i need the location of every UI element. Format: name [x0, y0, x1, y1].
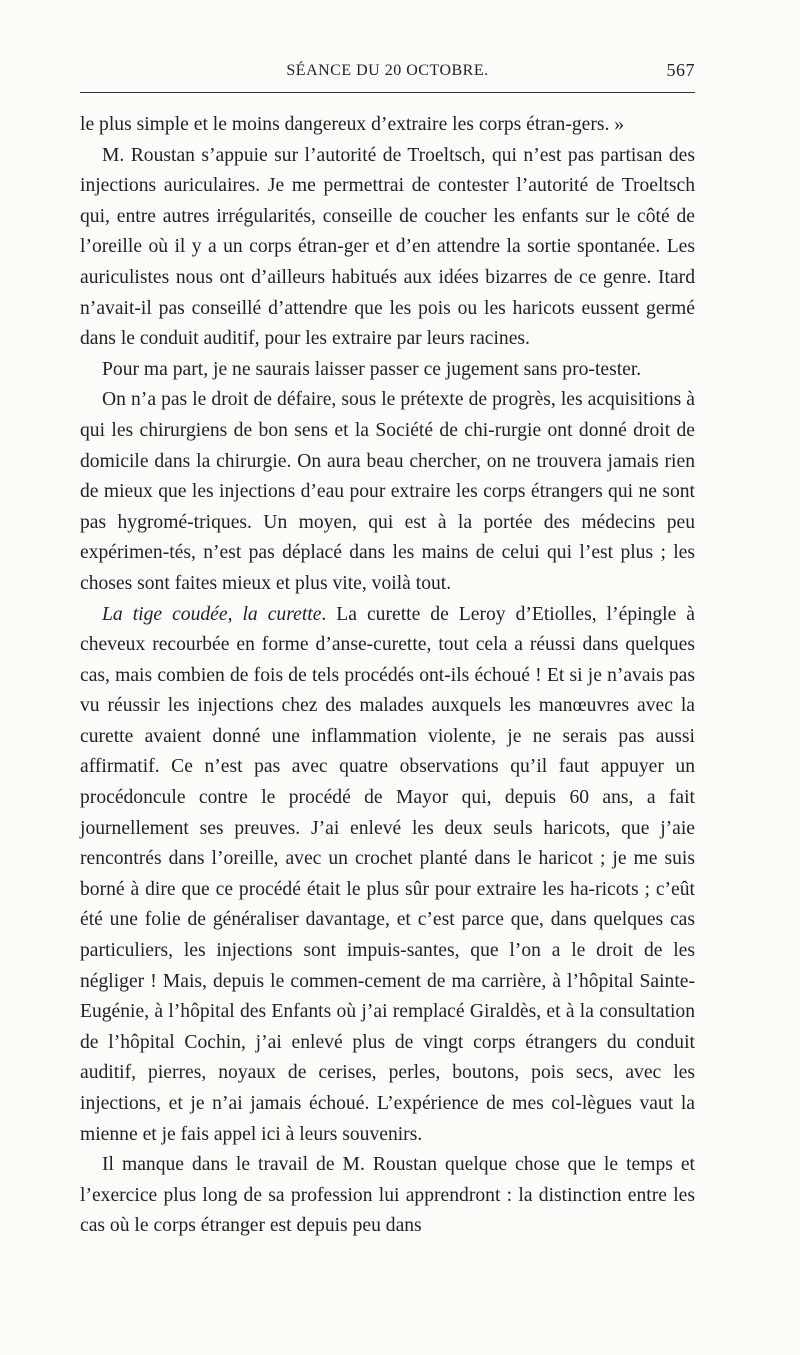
italic-separator: , [227, 603, 243, 625]
paragraph-troeltsch: M. Roustan s’appuie sur l’autorité de Troeltsch, qui n’est pas partisan des injections auriculaires. Je me permettrai de contester l’autorité de Troeltsch qui, entre autres irrégularités, conseille de coucher les enfants sur le côté de l’oreille où il y a un corps étran-ger et d’en attendre la sortie spontanée. Les auriculistes nous ont d’ailleurs habitués aux idées bizarres de ce genre. Itard n’avait-il pas conseillé d’attendre que les pois ou les haricots eussent germé dans le conduit auditif, pour les extraire par leurs racines. [80, 144, 695, 350]
paragraph-tige-coudee-text: . La curette de Leroy d’Etiolles, l’épingle à cheveux recourbée en forme d’anse-curette, tout cela a réussi dans quelques cas, mais combien de fois de tels procédés ont-ils échoué ! Et si je n’avais pas vu réussir les injections chez des malades auxquels les manœuvres avec la curette avaient donné une inflammation violente, je ne serais pas aussi affirmatif. Ce n’est pas avec quatre observations qu’il faut appuyer un procédoncule contre le procédé de Mayor qui, depuis 60 ans, a fait journellement ses preuves. J’ai enlevé les deux seuls haricots, que j’aie rencontrés dans l’oreille, avec un crochet planté dans le haricot ; je me suis borné à dire que ce procédé était le plus sûr pour extraire les ha-ricots ; c’eût été une folie de généraliser davantage, et c’est parce que, dans quelques cas particuliers, les injections sont impuis-santes, que l’on a le droit de les négliger ! Mais, depuis le commen-cement de ma carrière, à l’hôpital Sainte-Eugénie, à l’hôpital des Enfants où j’ai remplacé Giraldès, et à la consultation de l’hôpital Cochin, j’ai enlevé plus de vingt corps étrangers du conduit auditif, pierres, noyaux de cerises, perles, boutons, pois secs, avec les injections, et je n’ai jamais échoué. L’expérience de mes col-lègues vaut la mienne et je fais appel ici à leurs souvenirs. [80, 603, 696, 1145]
italic-tige-coudee: La tige coudée [102, 603, 228, 625]
italic-curette: la curette [242, 603, 322, 625]
header-rule [80, 92, 695, 93]
paragraph-protest: Pour ma part, je ne saurais laisser passer ce jugement sans pro-tester. [102, 358, 642, 380]
running-head [80, 58, 695, 84]
running-title: SÉANCE DU 20 OCTOBRE. [286, 62, 489, 79]
paragraph-conclusion: Il manque dans le travail de M. Roustan quelque chose que le temps et l’exercice plus long de sa profession lui apprendront : la distinction entre les cas où le corps étranger est depuis peu dans [80, 1154, 695, 1237]
page-number: 567 [666, 60, 695, 80]
paragraph-continuation: le plus simple et le moins dangereux d’extraire les corps étran-gers. » [80, 114, 625, 135]
body-text [80, 110, 695, 1242]
paragraph-tige-coudee [80, 600, 695, 1151]
paragraph-injections: On n’a pas le droit de défaire, sous le prétexte de progrès, les acquisitions à qui les chirurgiens de bon sens et la Société de chi-rurgie ont donné droit de domicile dans la chirurgie. On aura beau chercher, on ne trouvera jamais rien de mieux que les injections d’eau pour extraire les corps étrangers qui ne sont pas hygromé-triques. Un moyen, qui est à la portée des médecins peu expérimen-tés, n’est pas déplacé dans les mains de celui qui l’est plus ; les choses sont faites mieux et plus vite, voilà tout. [80, 389, 695, 594]
